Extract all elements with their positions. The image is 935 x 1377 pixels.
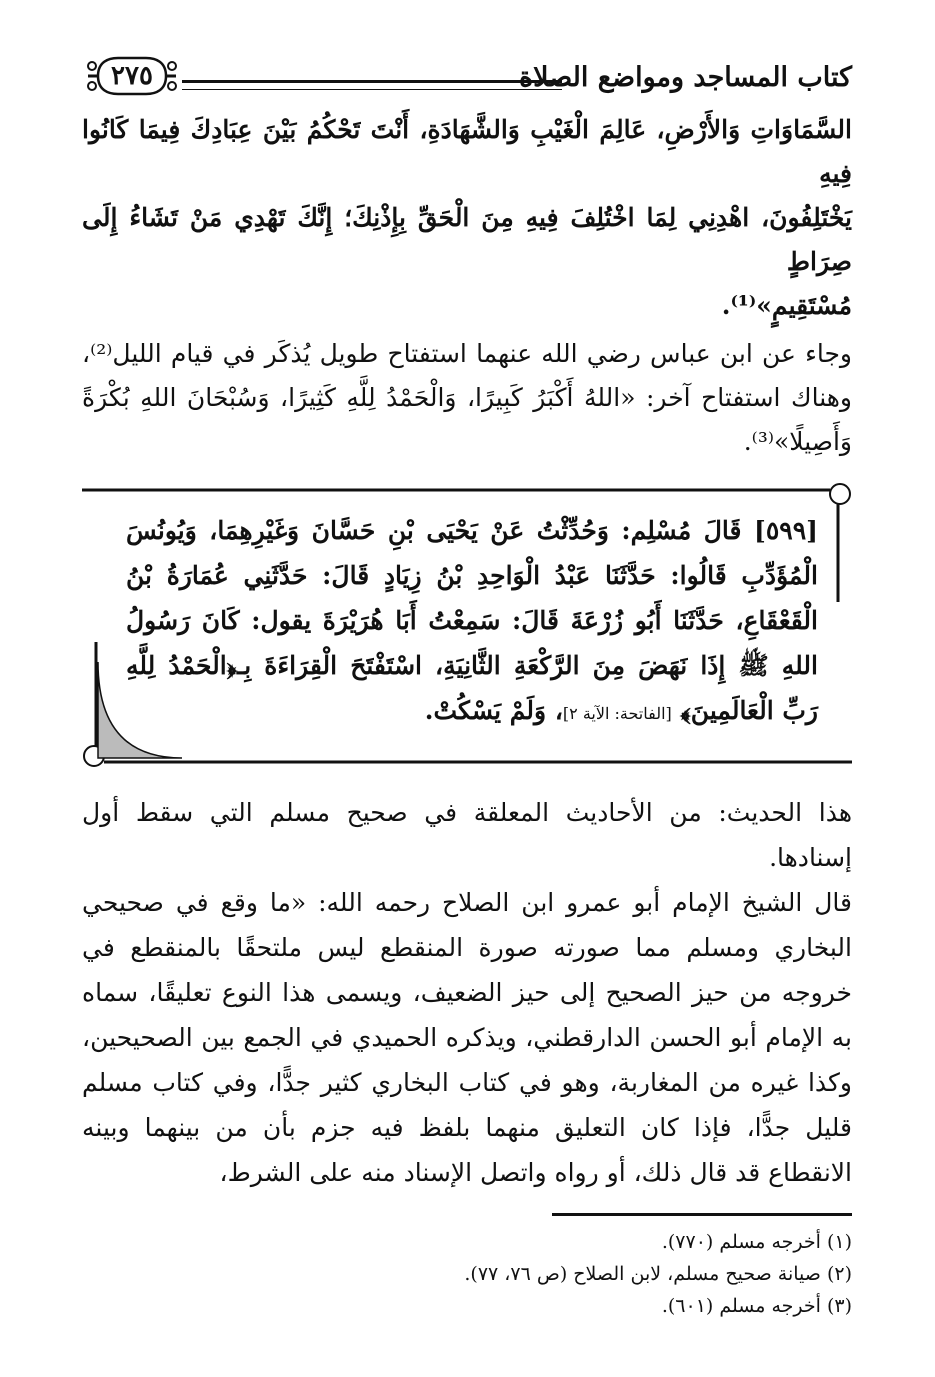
hadith-ending: ، وَلَمْ يَسْكُتْ. [424,696,563,725]
intro-quote [82,108,852,328]
footnote-3: (٣) أخرجه مسلم (٦٠١). [661,1295,852,1317]
book-title: كتاب المساجد ومواضع الصلاة [518,62,852,93]
footnotes [82,1226,852,1322]
intro-paragraph [82,332,852,464]
page-number: ٢٧٥ [111,61,153,91]
page-header [82,40,852,108]
quran-reference: [الفاتحة: الآية ٢] [562,704,672,723]
commentary-para-1: هذا الحديث: من الأحاديث المعلقة في صحيح مسلم التي سقط أول إسنادها. [82,798,852,872]
intro-line-1: السَّمَاوَاتِ وَالأَرْضِ، عَالِمَ الْغَيْبِ وَالشَّهَادَةِ، أَنْتَ تَحْكُمُ بَيْنَ عِبَادِكَ فِيمَا كَانُوا فِيهِ [82,115,852,188]
hadith-box [82,482,852,768]
footnote-separator [552,1213,852,1216]
intro-para-text: وجاء عن ابن عباس رضي الله عنهما استفتاح طويل يُذكَر في قيام الليل⁽²⁾، وهناك استفتاح آخر: «اللهُ أَكْبَرُ كَبِيرًا، وَالْحَمْدُ لِلَّهِ كَثِيرًا، وَسُبْحَانَ اللهِ بُكْرَةً وَأَصِيلًا»⁽³⁾. [82,339,852,456]
commentary [82,790,852,1195]
hadith-text: قَالَ مُسْلِم: وَحُدِّثْتُ عَنْ يَحْيَى بْنِ حَسَّانَ وَغَيْرِهِمَا، وَيُونُسَ الْمُؤَدِّبِ قَالُوا: حَدَّثَنَا عَبْدُ الْوَاحِدِ بْنُ زِيَادٍ قَالَ: حَدَّثَنِي عُمَارَةُ بْنُ الْقَعْقَاعِ، حَدَّثَنَا أَبُو زُرْعَةَ قَالَ: سَمِعْتُ أَبَا هُرَيْرَةَ يقول: كَانَ رَسُولُ اللهِ ﷺ إِذَا نَهَضَ مِنَ الرَّكْعَةِ الثَّانِيَةِ، اسْتَفْتَحَ الْقِرَاءَةَ بِـ﴿الْحَمْدُ لِلَّهِ رَبِّ الْعَالَمِينَ﴾ [126,516,818,725]
page-number-badge [84,52,180,100]
header-rule [182,80,562,90]
hadith-number: [٥٩٩] [754,516,818,545]
intro-line-3: مُسْتَقِيمٍ»⁽¹⁾. [721,291,852,320]
page [82,40,852,1322]
footnote-1: (١) أخرجه مسلم (٧٧٠). [661,1231,852,1253]
commentary-para-2: قال الشيخ الإمام أبو عمرو ابن الصلاح رحمه الله: «ما وقع في صحيحي البخاري ومسلم مما صورته صورة المنقطع ليس ملتحقًا بالمنقطع في خروجه من حيز الصحيح إلى حيز الضعيف، ويسمى هذا النوع تعليقًا، سماه به الإمام أبو الحسن الدارقطني، ويذكره الحميدي في الجمع بين الصحيحين، وكذا غيره من المغاربة، وهو في كتاب البخاري كثير جدًّا، وفي كتاب مسلم قليل جدًّا، فإذا كان التعليق منهما بلفظ فيه جزم بأن من بينهما وبينه الانقطاع قد قال ذلك، أو رواه واتصل الإسناد منه على الشرط، [82,888,852,1187]
footnote-2: (٢) صيانة صحيح مسلم، لابن الصلاح (ص ٧٦، ٧٧). [464,1263,852,1285]
hadith-text-block [126,508,818,736]
intro-line-2: يَخْتَلِفُونَ، اهْدِنِي لِمَا اخْتُلِفَ فِيهِ مِنَ الْحَقِّ بِإِذْنِكَ؛ إِنَّكَ تَهْدِي مَنْ تَشَاءُ إِلَى صِرَاطٍ [82,203,852,276]
